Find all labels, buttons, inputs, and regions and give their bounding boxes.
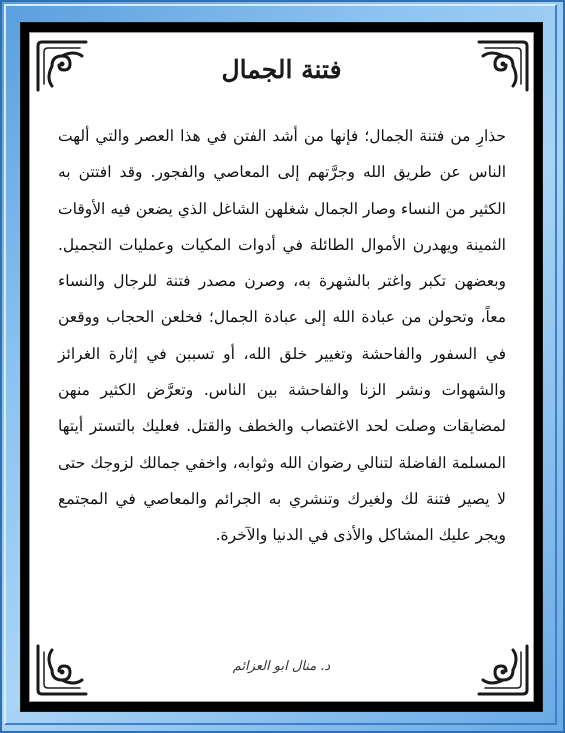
article-body: حذارِ من فتنة الجمال؛ فإنها من أشد الفتن في هذا العصر والتي ألهت الناس عن طريق الله وجرَّتهم إلى المعاصي والفجور. وقد افتتن به الكثير من النساء وصار الجمال شغلهن الشاغل الذي يضعن فيه الأوقات الثمينة ويهدرن الأموال الطائلة في أدوات المكيات وعمليات التجميل. وبعضهن تكبر واغتر بالشهرة به، وصرن مصدر فتنة للرجال والنساء معاً، وتحولن من عبادة الله إلى عبادة الجمال؛ فخلعن الحجاب ووقعن في السفور والفاحشة وتغيير خلق الله، أو تسببن في إثارة الغرائز والشهوات ونشر الزنا والفاحشة بين الناس. وتعرَّض الكثير منهن لمضايقات وصلت لحد الاغتصاب والخطف والقتل. فعليك بالتستر أيتها المسلمة الفاضلة لتنالي رضوان الله وثوابه، واخفي جمالك لزوجك حتى لا يصير فتنة لك ولغيرك وتنشري به الجرائم والمعاصي في المجتمع ويجر عليك المشاكل والأذى في الدنيا والآخرة. xyxy=(58,127,506,545)
author-signature: د. منال ابو العزائم xyxy=(232,659,331,674)
page-title: فتنة الجمال xyxy=(221,55,342,84)
